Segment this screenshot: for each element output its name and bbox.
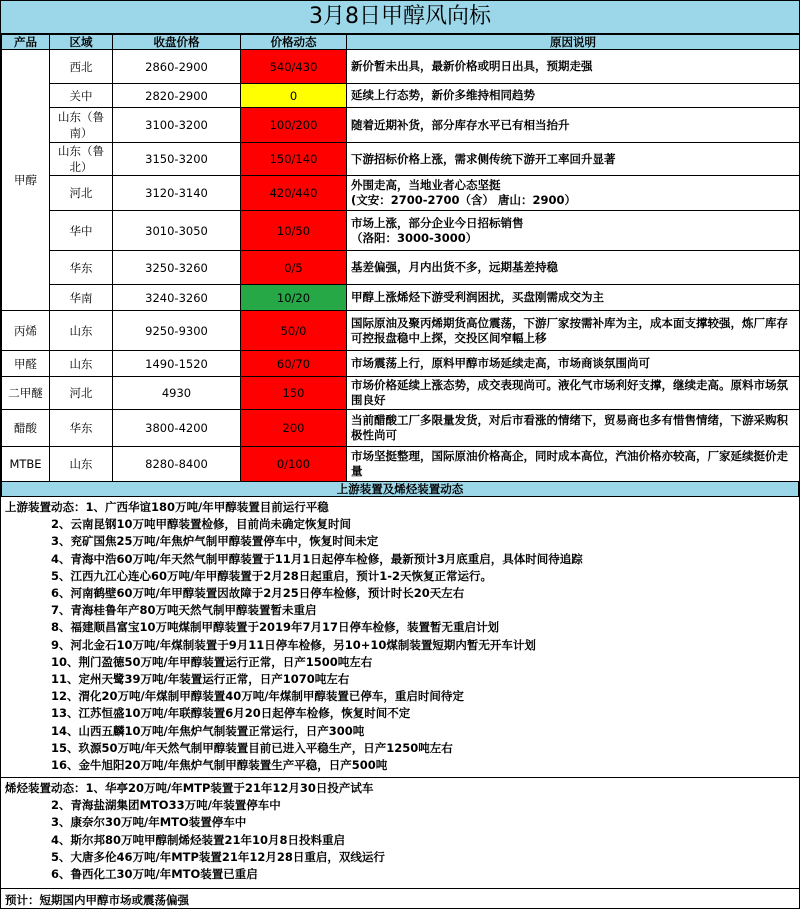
reason-cell: 基差偏强，月内出货不多，远期基差持稳 — [347, 251, 800, 285]
item-text: 5、江西九江心连心60万吨/年甲醇装置于2月28日起重启，预计1-2天恢复正常运行。 — [51, 568, 492, 583]
price-cell: 4930 — [113, 377, 241, 410]
reason-cell: 当前醋酸工厂多限量发货，对后市看涨的情绪下，贸易商也多有惜售情绪，下游采购积极性尚可 — [347, 410, 800, 447]
reason-cell: 市场上涨，部分企业今日招标销售 （洛阳：3000-3000） — [347, 211, 800, 251]
reason-cell: 市场价格延续上涨态势，成交表现尚可。液化气市场利好支撑，继续走高。原料市场氛围良好 — [347, 377, 800, 410]
list-item — [5, 671, 795, 688]
header-region: 区域 — [50, 35, 113, 50]
table-row — [2, 285, 800, 311]
region-cell: 华东 — [50, 410, 113, 447]
reason-cell: 新价暂未出具，最新价格或明日出具，预期走强 — [347, 50, 800, 84]
list-item — [5, 499, 795, 516]
table-row — [2, 84, 800, 108]
price-cell: 3150-3200 — [113, 143, 241, 176]
product-cell: 丙烯 — [2, 311, 50, 351]
table-header-row — [2, 35, 800, 50]
reason-cell: 甲醇上涨烯烃下游受利润困扰，买盘刚需成交为主 — [347, 285, 800, 311]
item-text: 1、华亭20万吨/年MTP装置于21年12月30日投产试车 — [85, 781, 374, 795]
list-item — [5, 832, 795, 849]
item-text: 3、兖矿国焦25万吨/年焦炉气制甲醇装置停车中，恢复时间未定 — [51, 534, 379, 549]
item-text: 9、河北金石10万吨/年煤制装置于9月11日停车检修，另10+10煤制装置短期内暂无开车计划 — [51, 637, 536, 652]
item-text: 11、定州天鹭39万吨/年装置运行正常，日产1070吨左右 — [51, 672, 350, 687]
list-item — [5, 740, 795, 757]
list-item — [5, 585, 795, 602]
list-item — [5, 757, 795, 774]
price-cell: 2820-2900 — [113, 84, 241, 108]
price-cell: 3240-3260 — [113, 285, 241, 311]
product-cell: 二甲醚 — [2, 377, 50, 410]
table-row — [2, 447, 800, 482]
region-cell: 山东 — [50, 311, 113, 351]
change-cell: 150 — [241, 377, 347, 410]
product-cell: 甲醛 — [2, 351, 50, 377]
list-item — [5, 516, 795, 533]
product-cell: 甲醇 — [2, 50, 50, 311]
list-item — [5, 602, 795, 619]
olefin-block — [1, 778, 799, 889]
item-text: 8、福建顺昌富宝10万吨煤制甲醇装置于2019年7月17日停车检修，装置暂无重启计划 — [51, 620, 500, 635]
region-cell: 华东 — [50, 251, 113, 285]
list-item — [5, 723, 795, 740]
region-cell: 关中 — [50, 84, 113, 108]
list-item — [5, 551, 795, 568]
item-text: 6、河南鹤壁60万吨/年甲醇装置因故障于2月25日停车检修，预计时长20天左右 — [51, 586, 465, 601]
item-text: 10、荆门盈德50万吨/年甲醇装置运行正常，日产1500吨左右 — [51, 654, 373, 669]
price-cell: 9250-9300 — [113, 311, 241, 351]
change-cell: 10/50 — [241, 211, 347, 251]
price-table — [1, 34, 800, 482]
header-price-change: 价格动态 — [241, 35, 347, 50]
change-cell: 200 — [241, 410, 347, 447]
table-row — [2, 410, 800, 447]
item-text: 3、康奈尔30万吨/年MTO装置停车中 — [51, 815, 247, 830]
product-cell: 醋酸 — [2, 410, 50, 447]
forecast-text: 预计：短期国内甲醇市场或震荡偏强 — [5, 893, 189, 907]
price-cell: 3120-3140 — [113, 176, 241, 211]
change-cell: 150/140 — [241, 143, 347, 176]
price-cell: 3800-4200 — [113, 410, 241, 447]
product-cell: MTBE — [2, 447, 50, 482]
table-row — [2, 143, 800, 176]
reason-cell: 延续上行态势，新价多维持相同趋势 — [347, 84, 800, 108]
reason-cell: 市场坚挺整理，国际原油价格高企，同时成本高位，汽油价格亦较高，厂家延续挺价走量 — [347, 447, 800, 482]
item-text: 4、青海中浩60万吨/年天然气制甲醇装置于11月1日起停车检修，最新预计3月底重启，具体时间待追踪 — [51, 551, 583, 566]
change-cell: 0/5 — [241, 251, 347, 285]
change-cell: 0/100 — [241, 447, 347, 482]
list-item — [5, 619, 795, 636]
item-text: 5、大唐多伦46万吨/年MTP装置21年12月28日重启，双线运行 — [51, 849, 385, 864]
reason-cell: 下游招标价格上涨，需求侧传统下游开工率回升显著 — [347, 143, 800, 176]
table-row — [2, 176, 800, 211]
list-item — [5, 814, 795, 831]
change-cell: 50/0 — [241, 311, 347, 351]
item-text: 7、青海桂鲁年产80万吨天然气制甲醇装置暂未重启 — [51, 603, 317, 618]
reason-cell: 市场震荡上行，原料甲醇市场延续走高，市场商谈氛围尚可 — [347, 351, 800, 377]
list-item — [5, 568, 795, 585]
region-cell: 山东 — [50, 351, 113, 377]
price-cell: 3250-3260 — [113, 251, 241, 285]
item-text: 12、渭化20万吨/年煤制甲醇装置40万吨/年煤制甲醇装置已停车，重启时间待定 — [51, 689, 464, 704]
region-cell: 山东 — [50, 447, 113, 482]
header-close-price: 收盘价格 — [113, 35, 241, 50]
list-item — [5, 866, 795, 883]
region-cell: 河北 — [50, 377, 113, 410]
block-label: 上游装置动态： — [5, 500, 86, 514]
table-row — [2, 50, 800, 84]
list-item — [5, 637, 795, 654]
change-cell: 100/200 — [241, 108, 347, 143]
price-cell: 2860-2900 — [113, 50, 241, 84]
item-text: 16、金牛旭阳20万吨/年焦炉气制甲醇装置生产平稳，日产500吨 — [51, 758, 388, 773]
header-reason: 原因说明 — [347, 35, 800, 50]
table-row — [2, 251, 800, 285]
reason-cell: 随着近期补货，部分库存水平已有相当抬升 — [347, 108, 800, 143]
region-cell: 河北 — [50, 176, 113, 211]
region-cell: 山东（鲁北） — [50, 143, 113, 176]
price-cell: 3010-3050 — [113, 211, 241, 251]
change-cell: 0 — [241, 84, 347, 108]
item-text: 15、玖源50万吨/年天然气制甲醇装置目前已进入平稳生产，日产1250吨左右 — [51, 740, 453, 755]
item-text: 1、广西华谊180万吨/年甲醇装置目前运行平稳 — [85, 500, 329, 514]
reason-cell: 国际原油及聚丙烯期货高位震荡，下游厂家按需补库为主，成本面支撑较强，炼厂库存可控报盘稳中上探，交投区间窄幅上移 — [347, 311, 800, 351]
section-title: 上游装置及烯烃装置动态 — [1, 482, 799, 497]
upstream-block — [1, 497, 799, 778]
price-cell: 8280-8400 — [113, 447, 241, 482]
list-item — [5, 688, 795, 705]
change-cell: 420/440 — [241, 176, 347, 211]
header-product: 产品 — [2, 35, 50, 50]
table-row — [2, 211, 800, 251]
table-row — [2, 377, 800, 410]
item-text: 14、山西五麟10万吨/年焦炉气制装置正常运行，日产300吨 — [51, 723, 365, 738]
item-text: 4、斯尔邦80万吨甲醇制烯烃装置21年10月8日投料重启 — [51, 832, 346, 847]
list-item — [5, 705, 795, 722]
item-text: 2、云南昆钢10万吨甲醇装置检修，目前尚未确定恢复时间 — [51, 517, 352, 532]
item-text: 2、青海盐湖集团MTO33万吨/年装置停车中 — [51, 798, 281, 813]
list-item — [5, 654, 795, 671]
table-row — [2, 311, 800, 351]
region-cell: 西北 — [50, 50, 113, 84]
list-item — [5, 533, 795, 550]
change-cell: 60/70 — [241, 351, 347, 377]
change-cell: 10/20 — [241, 285, 347, 311]
list-item — [5, 797, 795, 814]
table-row — [2, 108, 800, 143]
region-cell: 华中 — [50, 211, 113, 251]
page-title: 3月8日甲醇风向标 — [1, 1, 799, 34]
item-text: 6、鲁西化工30万吨/年MTO装置已重启 — [51, 867, 258, 882]
item-text: 13、江苏恒盛10万吨/年联醇装置6月20日起停车检修，恢复时间不定 — [51, 706, 411, 721]
reason-cell: 外围走高，当地业者心态坚挺 (文安：2700-2700（含） 唐山：2900） — [347, 176, 800, 211]
table-row — [2, 351, 800, 377]
region-cell: 华南 — [50, 285, 113, 311]
change-cell: 540/430 — [241, 50, 347, 84]
region-cell: 山东（鲁南） — [50, 108, 113, 143]
price-cell: 3100-3200 — [113, 108, 241, 143]
price-cell: 1490-1520 — [113, 351, 241, 377]
list-item — [5, 849, 795, 866]
block-label: 烯烃装置动态： — [5, 781, 86, 795]
list-item — [5, 780, 795, 797]
